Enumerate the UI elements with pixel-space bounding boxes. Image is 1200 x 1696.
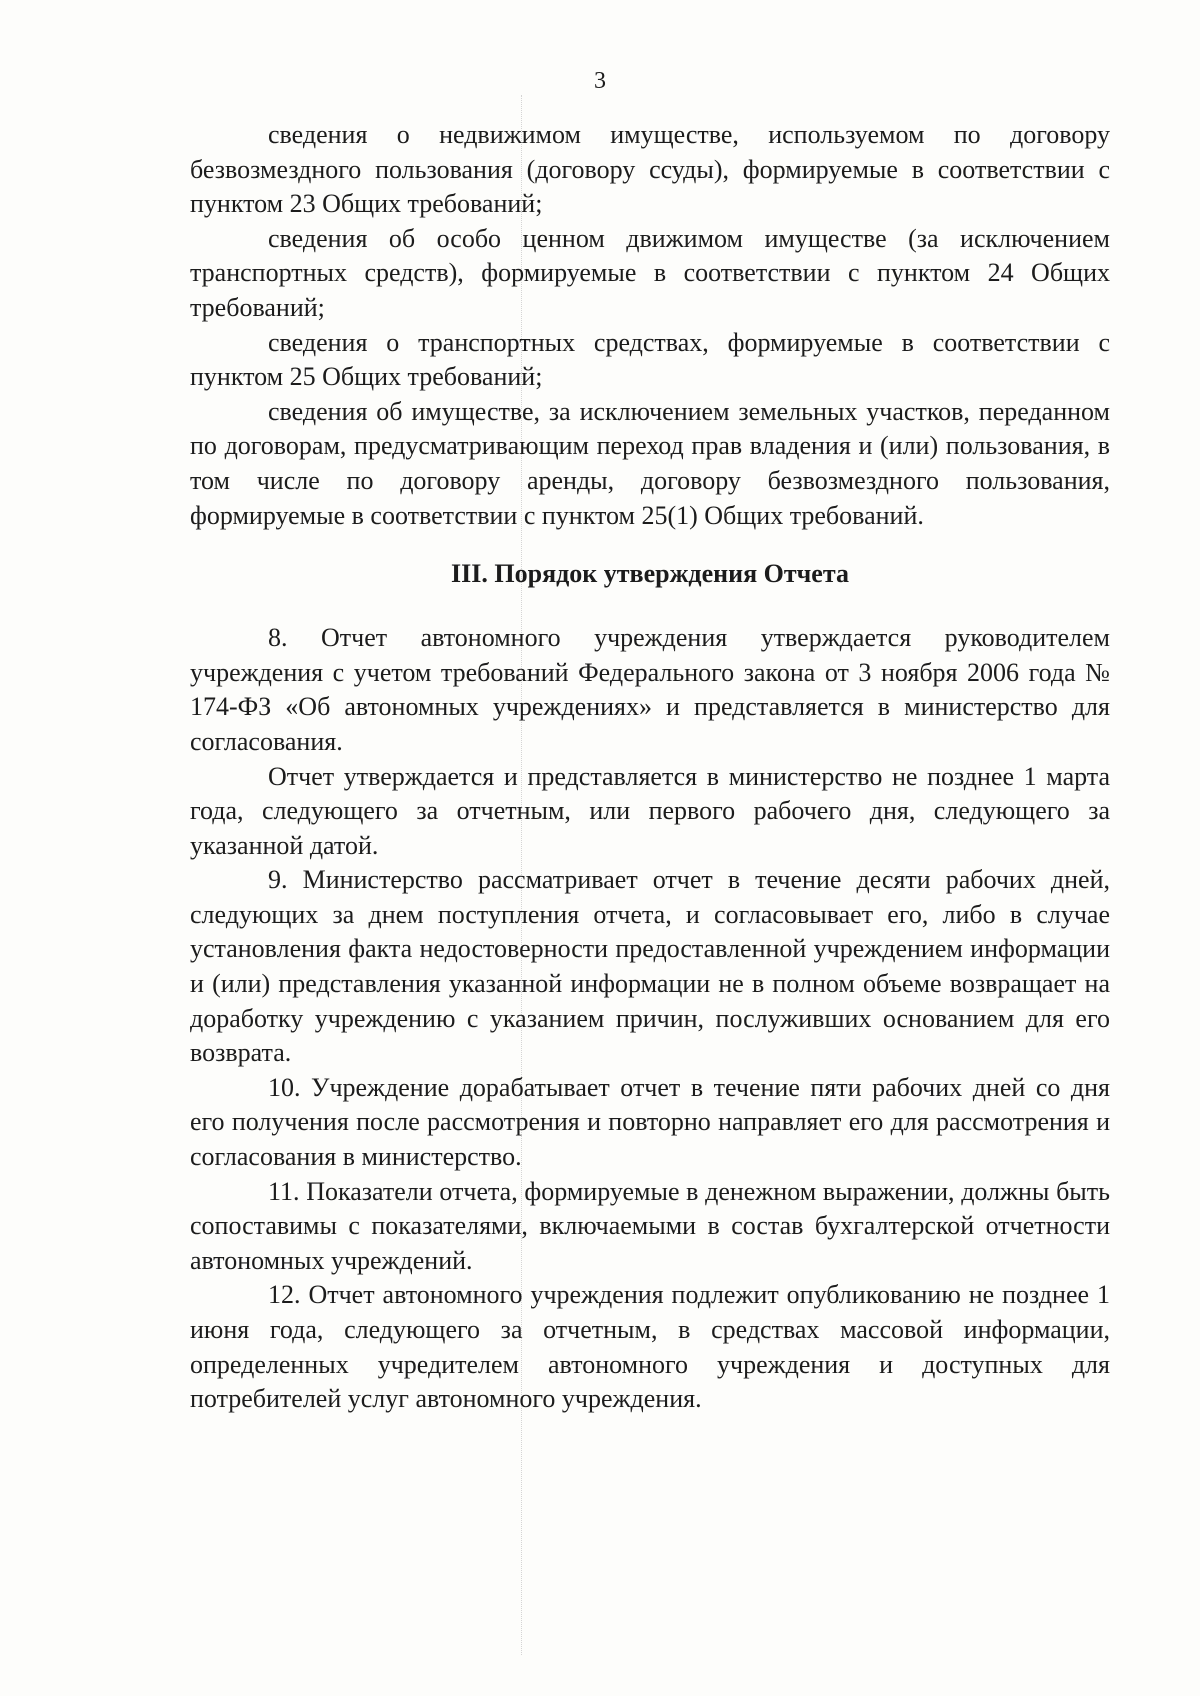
paragraph-item-11: 11. Показатели отчета, формируемые в денежном выражении, должны быть сопоставимы с показателями, включаемыми в состав бухгалтерской отчетности автономных учреждений. bbox=[190, 1176, 1110, 1275]
paragraph-item-10: 10. Учреждение дорабатывает отчет в течение пяти рабочих дней со дня его получения после рассмотрения и повторно направляет его для рассмотрения и согласования в министерство. bbox=[190, 1072, 1110, 1172]
paragraph-vehicles: сведения о транспортных средствах, формируемые в соответствии с пунктом 25 Общих требований; bbox=[190, 327, 1110, 392]
paragraph-item-8: 8. Отчет автономного учреждения утверждается руководителем учреждения с учетом требований Федерального закона от 3 ноября 2006 года № 174-ФЗ «Об автономных учреждениях» и представляется в министерство для согласования. bbox=[190, 623, 1110, 756]
section-title: III. Порядок утверждения Отчета bbox=[451, 559, 849, 589]
paragraph-valuable-movable-property: сведения об особо ценном движимом имуществе (за исключением транспортных средств), формируемые в соответствии с пунктом 24 Общих требований; bbox=[190, 223, 1110, 322]
paragraph-real-estate-free-use: сведения о недвижимом имуществе, используемом по договору безвозмездного пользования (договору ссуды), формируемые в соответствии с пунктом 23 Общих требований; bbox=[190, 120, 1110, 219]
document-body bbox=[190, 118, 1110, 1417]
paragraph-item-9: 9. Министерство рассматривает отчет в течение десяти рабочих дней, следующих за днем поступления отчета, и согласовывает его, либо в случае установления факта недостоверности предоставленной учреждением информации и (или) представления указанной информации не в полном объеме возвращает на доработку учреждению с указанием причин, послуживших основанием для его возврата. bbox=[190, 865, 1110, 1068]
paragraph-item-12: 12. Отчет автономного учреждения подлежит опубликованию не позднее 1 июня года, следующего за отчетным, в средствах массовой информации, определенных учредителем автономного учреждения и доступных для потребителей услуг автономного учреждения. bbox=[190, 1280, 1110, 1414]
page-number: 3 bbox=[594, 68, 606, 94]
paragraph-approval-deadline: Отчет утверждается и представляется в министерство не позднее 1 марта года, следующего за отчетным, или первого рабочего дня, следующего за указанной датой. bbox=[190, 761, 1110, 860]
paragraph-transferred-property: сведения об имуществе, за исключением земельных участков, переданном по договорам, предусматривающим переход прав владения и (или) пользования, в том числе по договору аренды, договору безвозмездного пользования, формируемые в соответствии с пунктом 25(1) Общих требований. bbox=[190, 396, 1110, 530]
